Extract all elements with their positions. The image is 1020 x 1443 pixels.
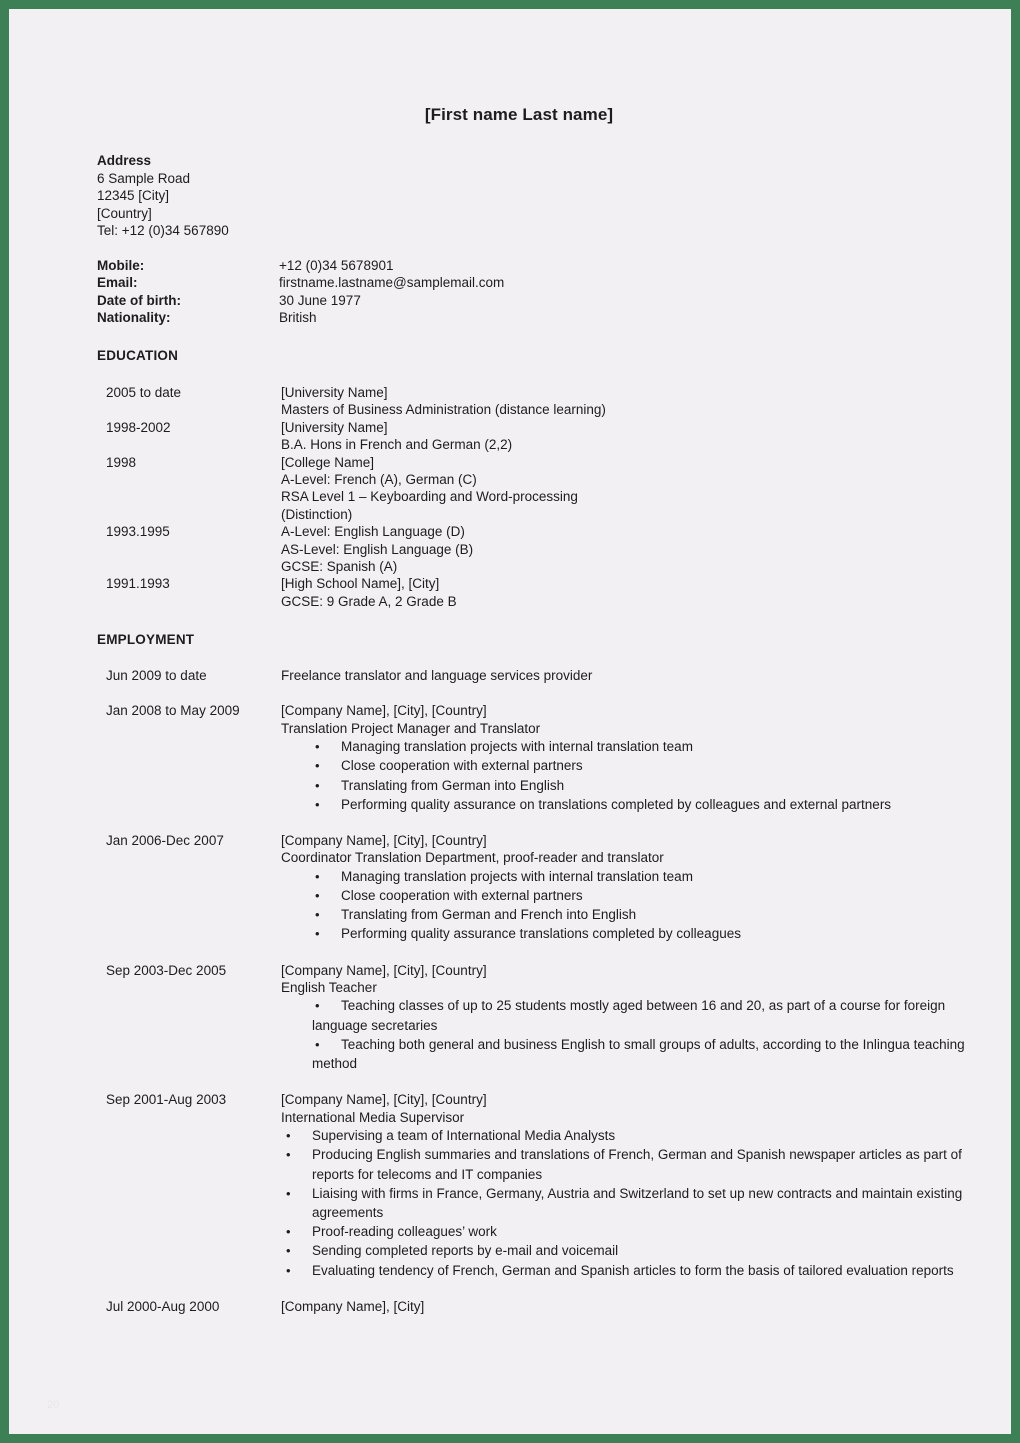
page-sheet	[9, 9, 1011, 1434]
education-entries	[97, 384, 971, 610]
employment-entry	[97, 667, 971, 684]
entry-bullet-list	[281, 737, 971, 814]
entry-line: GCSE: 9 Grade A, 2 Grade B	[281, 593, 457, 609]
entry-line: Masters of Business Administration (distance learning)	[281, 402, 606, 418]
entry-date: Jan 2008 to May 2009	[106, 703, 240, 719]
bullet-dot-icon: •	[315, 739, 320, 755]
entry-date: 1991.1993	[106, 576, 170, 592]
bullet-dot-icon: •	[286, 1147, 291, 1163]
address-line: 12345 [City]	[97, 188, 170, 203]
bullet-dot-icon: •	[286, 1128, 291, 1144]
entry-body	[281, 419, 971, 454]
entry-line: Translation Project Manager and Translator	[281, 720, 541, 736]
entry-body	[281, 962, 971, 1074]
entry-line: B.A. Hons in French and German (2,2)	[281, 437, 513, 453]
bullet-dot-icon: •	[315, 907, 320, 923]
employment-entry	[97, 962, 971, 1074]
entry-body	[281, 832, 971, 944]
entry-line: Freelance translator and language services provider	[281, 668, 593, 683]
entry-date: Sep 2001-Aug 2003	[106, 1092, 227, 1108]
entry-line: [University Name]	[281, 419, 388, 435]
bullet-item	[281, 905, 971, 924]
entry-line: AS-Level: English Language (B)	[281, 541, 474, 557]
bullet-item	[281, 1145, 971, 1183]
employment-entry	[97, 832, 971, 944]
bullet-item	[281, 737, 971, 756]
contact-row	[97, 309, 971, 326]
education-entry	[97, 575, 971, 610]
bullet-item	[281, 776, 971, 795]
contact-row	[97, 274, 971, 291]
contact-details-block	[97, 257, 971, 326]
bullet-dot-icon: •	[286, 1185, 291, 1201]
entry-line: English Teacher	[281, 980, 377, 996]
education-entry	[97, 419, 971, 454]
bullet-text: Supervising a team of International Media Analysts	[312, 1128, 616, 1144]
entry-line: [University Name]	[281, 385, 388, 400]
contact-label: Nationality:	[97, 309, 171, 325]
bullet-item	[281, 756, 971, 775]
entry-body	[281, 384, 971, 419]
contact-value: British	[279, 309, 317, 325]
bullet-item	[281, 1126, 971, 1145]
entry-line: RSA Level 1 – Keyboarding and Word-processing	[281, 489, 578, 505]
bullet-dot-icon: •	[315, 998, 320, 1014]
address-block	[97, 152, 971, 240]
bullet-text: Evaluating tendency of French, German and Spanish articles to form the basis of tailored evaluation reports	[312, 1262, 954, 1278]
bullet-dot-icon: •	[315, 777, 320, 793]
entry-bullet-list	[281, 1126, 971, 1280]
entry-line: [Company Name], [City], [Country]	[281, 833, 487, 849]
bullet-dot-icon: •	[315, 868, 320, 884]
entry-line: A-Level: French (A), German (C)	[281, 472, 477, 488]
entry-line: [Company Name], [City]	[281, 1298, 425, 1314]
contact-label: Date of birth:	[97, 292, 181, 308]
employment-entry	[97, 702, 971, 814]
entry-line: [Company Name], [City], [Country]	[281, 1092, 487, 1108]
bullet-item	[281, 886, 971, 905]
entry-date: Jan 2006-Dec 2007	[106, 833, 224, 849]
bullet-text: Teaching classes of up to 25 students mostly aged between 16 and 20, as part of a course for foreign language secretaries	[312, 998, 946, 1033]
bullet-text: Performing quality assurance on translations completed by colleagues and external partners	[341, 796, 892, 812]
employment-entry	[97, 1298, 971, 1315]
entry-bullet-list	[281, 996, 971, 1073]
bullet-text: Teaching both general and business English to small groups of adults, according to the Inlingua teaching method	[312, 1036, 965, 1072]
bullet-text: Managing translation projects with internal translation team	[341, 739, 693, 755]
address-line: [Country]	[97, 205, 152, 221]
entry-body	[281, 1091, 971, 1279]
bullet-text: Translating from German into English	[341, 777, 565, 793]
bullet-dot-icon: •	[315, 888, 320, 904]
contact-value: firstname.lastname@samplemail.com	[279, 275, 505, 291]
bullet-dot-icon: •	[315, 926, 320, 942]
bullet-item	[281, 867, 971, 886]
contact-value: +12 (0)34 5678901	[279, 258, 394, 273]
bullet-text: Close cooperation with external partners	[341, 888, 583, 904]
address-line: 6 Sample Road	[97, 170, 191, 186]
address-heading: Address	[97, 153, 152, 168]
entry-body	[281, 523, 971, 575]
bullet-item	[281, 1241, 971, 1260]
bullet-item	[281, 1222, 971, 1241]
contact-row	[97, 257, 971, 274]
entry-date: 1998-2002	[106, 419, 171, 435]
bullet-text: Performing quality assurance translations completed by colleagues	[341, 926, 741, 942]
bullet-text: Proof-reading colleagues’ work	[312, 1224, 497, 1240]
education-entry	[97, 523, 971, 575]
employment-entries	[97, 667, 971, 1315]
bullet-text: Sending completed reports by e-mail and voicemail	[312, 1243, 619, 1259]
bullet-item	[281, 996, 971, 1034]
bullet-dot-icon: •	[286, 1243, 291, 1259]
entry-body	[281, 454, 971, 524]
employment-entry	[97, 1091, 971, 1279]
bullet-item	[281, 924, 971, 943]
entry-date: 1998	[106, 454, 137, 470]
entry-date: 1993.1995	[106, 524, 170, 540]
entry-line: GCSE: Spanish (A)	[281, 559, 398, 575]
bullet-dot-icon: •	[286, 1224, 291, 1240]
contact-row	[97, 292, 971, 309]
bullet-dot-icon: •	[315, 758, 320, 774]
bullet-text: Producing English summaries and translations of French, German and Spanish newspaper articles as part of reports for telecoms and IT companies	[312, 1147, 962, 1182]
entry-line: (Distinction)	[281, 506, 353, 522]
bullet-item	[281, 1035, 971, 1073]
entry-date: Jun 2009 to date	[106, 668, 207, 683]
entry-date: Jul 2000-Aug 2000	[106, 1298, 220, 1314]
bullet-item	[281, 1184, 971, 1222]
entry-line: A-Level: English Language (D)	[281, 524, 465, 540]
contact-value: 30 June 1977	[279, 292, 361, 308]
entry-bullet-list	[281, 867, 971, 944]
bullet-dot-icon: •	[286, 1262, 291, 1278]
education-heading-wrap	[97, 348, 971, 363]
entry-line: International Media Supervisor	[281, 1109, 465, 1125]
contact-label: Mobile:	[97, 258, 145, 273]
bullet-text: Managing translation projects with internal translation team	[341, 868, 693, 884]
entry-line: [College Name]	[281, 454, 375, 470]
section-heading-employment: EMPLOYMENT	[97, 632, 195, 647]
bullet-text: Liaising with firms in France, Germany, Austria and Switzerland to set up new contracts and maintain existing agreements	[312, 1185, 963, 1220]
bullet-item	[281, 795, 971, 814]
education-entry	[97, 454, 971, 524]
address-lines	[97, 170, 971, 240]
page-watermark: 20	[47, 1399, 60, 1411]
entry-date: Sep 2003-Dec 2005	[106, 962, 227, 978]
entry-body	[281, 1298, 971, 1315]
bullet-dot-icon: •	[315, 1036, 320, 1052]
contact-label: Email:	[97, 275, 138, 291]
address-line: Tel: +12 (0)34 567890	[97, 223, 229, 238]
bullet-item	[281, 1261, 971, 1280]
entry-line: [High School Name], [City]	[281, 576, 440, 592]
section-heading-education: EDUCATION	[97, 348, 179, 363]
bullet-text: Close cooperation with external partners	[341, 758, 583, 774]
employment-heading-wrap	[97, 632, 971, 647]
entry-body	[281, 702, 971, 814]
entry-line: [Company Name], [City], [Country]	[281, 703, 487, 719]
page-title: [First name Last name]	[424, 105, 614, 124]
entry-date: 2005 to date	[106, 385, 182, 400]
entry-line: Coordinator Translation Department, proof-reader and translator	[281, 850, 664, 866]
entry-body	[281, 667, 971, 684]
education-entry	[97, 384, 971, 419]
entry-line: [Company Name], [City], [Country]	[281, 962, 487, 978]
bullet-dot-icon: •	[315, 796, 320, 812]
entry-body	[281, 575, 971, 610]
bullet-text: Translating from German and French into English	[341, 907, 637, 923]
